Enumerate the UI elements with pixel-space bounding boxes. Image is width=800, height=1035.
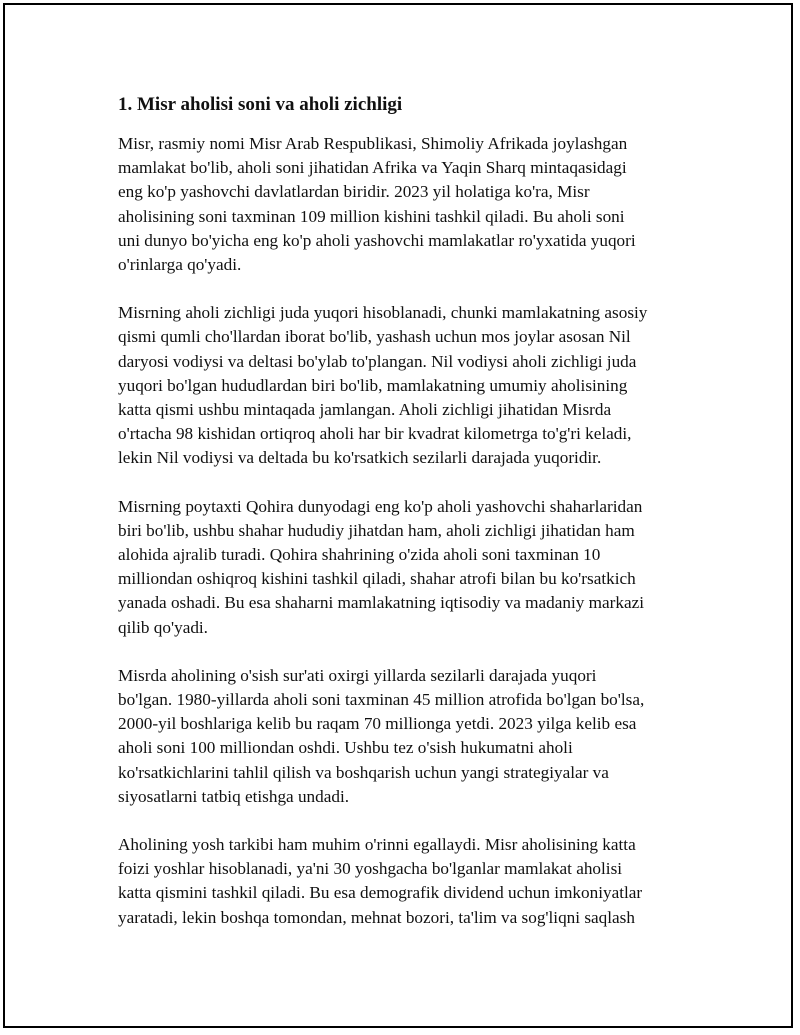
paragraph-line: Misrning poytaxti Qohira dunyodagi eng ko'p aholi yashovchi shaharlaridan — [118, 496, 643, 516]
paragraph-line: alohida ajralib turadi. Qohira shahrining o'zida aholi soni taxminan 10 — [118, 545, 601, 565]
paragraph-line: Misrning aholi zichligi juda yuqori hisoblanadi, chunki mamlakatning asosiy — [118, 303, 648, 323]
paragraph-line: Misr, rasmiy nomi Misr Arab Respublikasi, Shimoliy Afrikada joylashgan — [118, 134, 628, 153]
paragraph-line: daryosi vodiysi va deltasi bo'ylab to'plangan. Nil vodiysi aholi zichligi juda — [118, 351, 637, 371]
paragraph-line: aholisining soni taxminan 109 million kishini tashkil qiladi. Bu aholi soni — [118, 206, 625, 226]
paragraph-line: Aholining yosh tarkibi ham muhim o'rinni egallaydi. Misr aholisining katta — [118, 835, 636, 855]
paragraph-line: katta qismi ushbu mintaqada jamlangan. Aholi zichligi jihatidan Misrda — [118, 400, 612, 420]
paragraph-line: eng ko'p yashovchi davlatlardan biridir. 2023 yil holatiga ko'ra, Misr — [118, 182, 590, 202]
paragraph — [118, 495, 688, 640]
document-body — [118, 92, 688, 954]
paragraph-line: aholi soni 100 milliondan oshdi. Ushbu tez o'sish hukumatni aholi — [118, 738, 573, 758]
paragraph-line: uni dunyo bo'yicha eng ko'p aholi yashovchi mamlakatlar ro'yxatida yuqori — [118, 230, 636, 250]
paragraph — [118, 664, 688, 809]
paragraph-line: Misrda aholining o'sish sur'ati oxirgi yillarda sezilarli darajada yuqori — [118, 665, 597, 685]
paragraph-line: yuqori bo'lgan hududlardan biri bo'lib, mamlakatning umumiy aholisining — [118, 375, 628, 395]
section-heading: 1. Misr aholisi soni va aholi zichligi — [118, 94, 403, 115]
paragraph-line: o'rtacha 98 kishidan ortiqroq aholi har bir kvadrat kilometrga to'g'ri keladi, — [118, 424, 632, 444]
paragraph-line: katta qismini tashkil qiladi. Bu esa demografik dividend uchun imkoniyatlar — [118, 883, 643, 903]
paragraph-line: o'rinlarga qo'yadi. — [118, 255, 242, 275]
paragraph-line: biri bo'lib, ushbu shahar hududiy jihatdan ham, aholi zichligi jihatidan ham — [118, 520, 635, 540]
paragraph — [118, 132, 688, 277]
paragraph-line: qilib qo'yadi. — [118, 617, 208, 637]
paragraph-line: lekin Nil vodiysi va deltada bu ko'rsatkich sezilarli darajada yuqoridir. — [118, 448, 602, 468]
paragraph-line: qismi qumli cho'llardan iborat bo'lib, yashash uchun mos joylar asosan Nil — [118, 327, 631, 347]
paragraph-line: 2000-yil boshlariga kelib bu raqam 70 millionga yetdi. 2023 yilga kelib esa — [118, 714, 637, 734]
paragraph-line: yaratadi, lekin boshqa tomondan, mehnat bozori, ta'lim va sog'liqni saqlash — [118, 907, 635, 927]
paragraph-list — [118, 132, 688, 930]
paragraph-line: mamlakat bo'lib, aholi soni jihatidan Afrika va Yaqin Sharq mintaqasidagi — [118, 158, 627, 178]
paragraph-line: foizi yoshlar hisoblanadi, ya'ni 30 yoshgacha bo'lganlar mamlakat aholisi — [118, 859, 623, 879]
paragraph-line: milliondan oshiqroq kishini tashkil qiladi, shahar atrofi bilan bu ko'rsatkich — [118, 569, 636, 589]
paragraph-line: yanada oshadi. Bu esa shaharni mamlakatning iqtisodiy va madaniy markazi — [118, 593, 644, 613]
paragraph — [118, 833, 688, 930]
paragraph-line: siyosatlarni tatbiq etishga undadi. — [118, 786, 350, 806]
paragraph — [118, 301, 688, 470]
paragraph-line: ko'rsatkichlarini tahlil qilish va boshqarish uchun yangi strategiyalar va — [118, 762, 609, 782]
paragraph-line: bo'lgan. 1980-yillarda aholi soni taxminan 45 million atrofida bo'lgan bo'lsa, — [118, 690, 645, 710]
